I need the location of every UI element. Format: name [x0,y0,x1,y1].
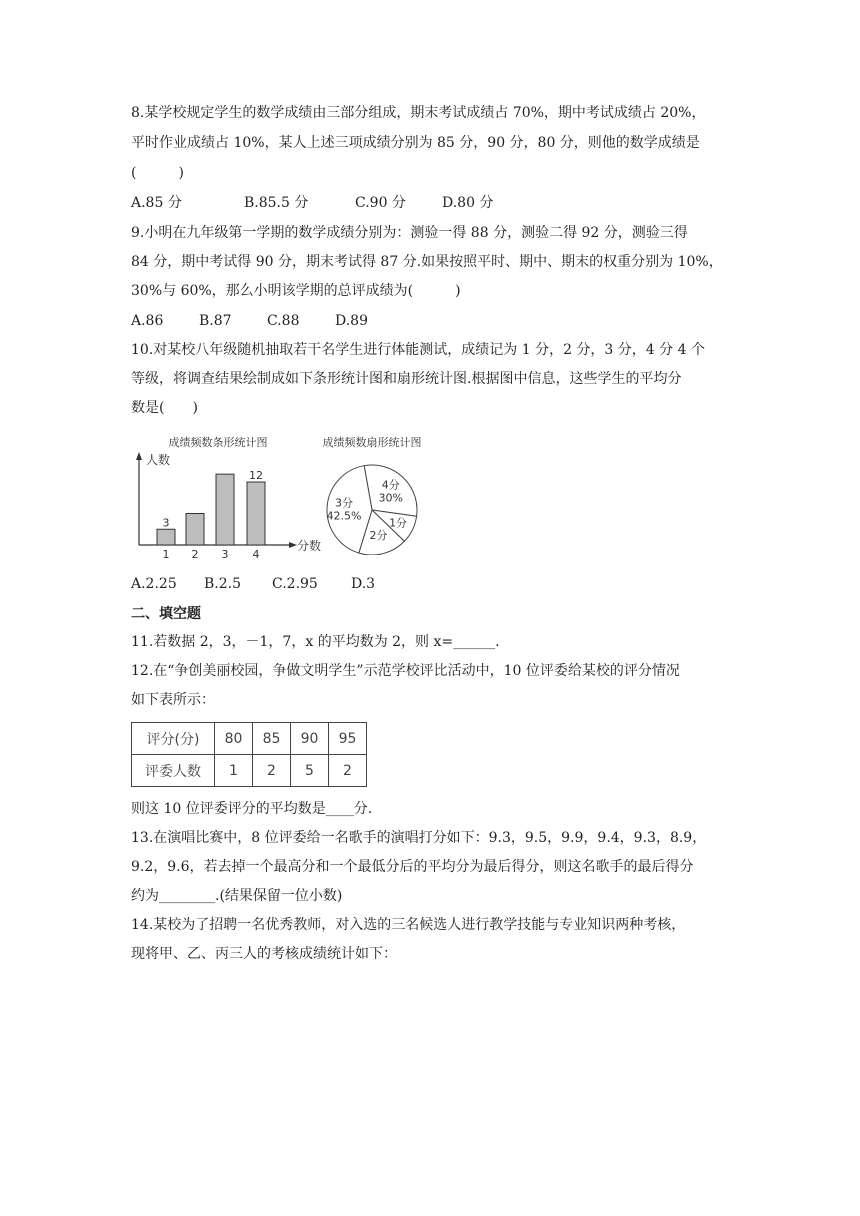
q9-line-3: 30%与 60%，那么小明该学期的总评成绩为( ) [131,283,461,299]
q10-option-b: B.2.5 [204,576,242,592]
q8-options [131,193,493,213]
bar-x-label: 分数 [297,539,322,553]
q12-line-1: 12.在“争创美丽校园，争做文明学生”示范学校评比活动中，10 位评委给某校的评分情况 [131,663,680,679]
q8-option-b: B.85.5 分 [244,195,309,211]
table-header-cell: 评委人数 [132,755,215,787]
pie-slice-label: 2分 [369,529,388,543]
table-row [132,723,367,755]
table-cell: 1 [215,755,253,787]
bar-4 [247,482,265,545]
pie-slice-label: 1分 [389,516,408,530]
table-header-cell: 评分(分) [132,723,215,755]
q10-line-2: 等级，将调查结果绘制成如下条形统计图和扇形统计图.根据图中信息，这些学生的平均分 [131,371,682,387]
pie-chart [315,430,445,555]
table-cell: 2 [329,755,367,787]
bar-tick-label: 4 [252,548,260,560]
pie-slice-label: 4分 [381,478,400,492]
bar-data-label: 3 [162,516,170,530]
q13-line-1: 13.在演唱比赛中，8 位评委给一名歌手的演唱打分如下：9.3，9.5，9.9，9.4，9.3，8.9， [131,830,707,846]
table-cell: 85 [253,723,291,755]
q8-option-c: C.90 分 [355,195,406,211]
q14-line-2: 现将甲、乙、丙三人的考核成绩统计如下： [131,946,397,962]
q9-option-a: A.86 [131,313,164,329]
q8-line-1: 8.某学校规定学生的数学成绩由三部分组成，期末考试成绩占 70%，期中考试成绩占 20%， [131,105,706,121]
pie-slice-value: 30% [378,491,403,505]
q12-line-2: 如下表所示： [131,692,215,708]
table-cell: 80 [215,723,253,755]
table-cell: 2 [253,755,291,787]
pie-slice-value: 42.5% [326,509,362,523]
q8-line-3: ( ) [131,165,184,181]
q8-line-2: 平时作业成绩占 10%，某人上述三项成绩分别为 85 分，90 分，80 分，则他的数学成绩是 [131,135,700,151]
q9-line-1: 9.小明在九年级第一学期的数学成绩分别为：测验一得 88 分，测验二得 92 分，测验三得 [131,225,688,241]
table-cell: 5 [291,755,329,787]
q9-option-b: B.87 [199,313,232,329]
table-row [132,755,367,787]
bar-data-label: 12 [249,469,263,482]
q10-line-1: 10.对某校八年级随机抽取若干名学生进行体能测试，成绩记为 1 分，2 分，3 分，4 分 4 个 [131,342,705,358]
bar-2 [186,514,204,546]
score-table [131,722,367,787]
q10-option-a: A.2.25 [131,576,177,592]
q9-line-2: 84 分，期中考试得 90 分，期末考试得 87 分.如果按照平时、期中、期末的权重分别为 10%， [131,254,723,270]
q11-text: 11.若数据 2，3，－1，7，x 的平均数为 2，则 x=______. [131,634,500,650]
q13-line-2: 9.2，9.6，若去掉一个最高分和一个最低分后的平均分为最后得分，则这名歌手的最后得分 [131,859,694,875]
q10-option-c: C.2.95 [272,576,318,592]
q9-option-d: D.89 [335,313,368,329]
q13-line-3: 约为________.(结果保留一位小数) [131,888,343,904]
q9-options [131,311,368,331]
pie-slice-label: 3分 [335,496,354,510]
bar-tick-label: 1 [162,548,170,560]
bar-y-label: 人数 [146,453,171,467]
bar-x-arrow [289,542,297,548]
q14-line-1: 14.某校为了招聘一名优秀教师，对入选的三名候选人进行教学技能与专业知识两种考核， [131,917,686,933]
q10-line-3: 数是( ) [131,400,198,416]
q10-options [131,574,375,594]
section-title: 二、填空题 [131,606,201,622]
bar-chart-title: 成绩频数条形统计图 [168,436,268,449]
bar-chart [128,430,328,560]
bar-tick-label: 3 [221,548,229,560]
q8-option-d: D.80 分 [442,195,494,211]
bar-3 [216,474,234,545]
bar-1 [157,529,175,545]
table-cell: 90 [291,723,329,755]
pie-chart-title: 成绩频数扇形统计图 [322,436,422,449]
q8-option-a: A.85 分 [131,195,182,211]
bar-tick-label: 2 [191,548,199,560]
q10-option-d: D.3 [351,576,376,592]
bar-y-arrow [136,452,142,460]
q12-after: 则这 10 位评委评分的平均数是____分. [131,801,373,817]
table-cell: 95 [329,723,367,755]
q9-option-c: C.88 [267,313,300,329]
